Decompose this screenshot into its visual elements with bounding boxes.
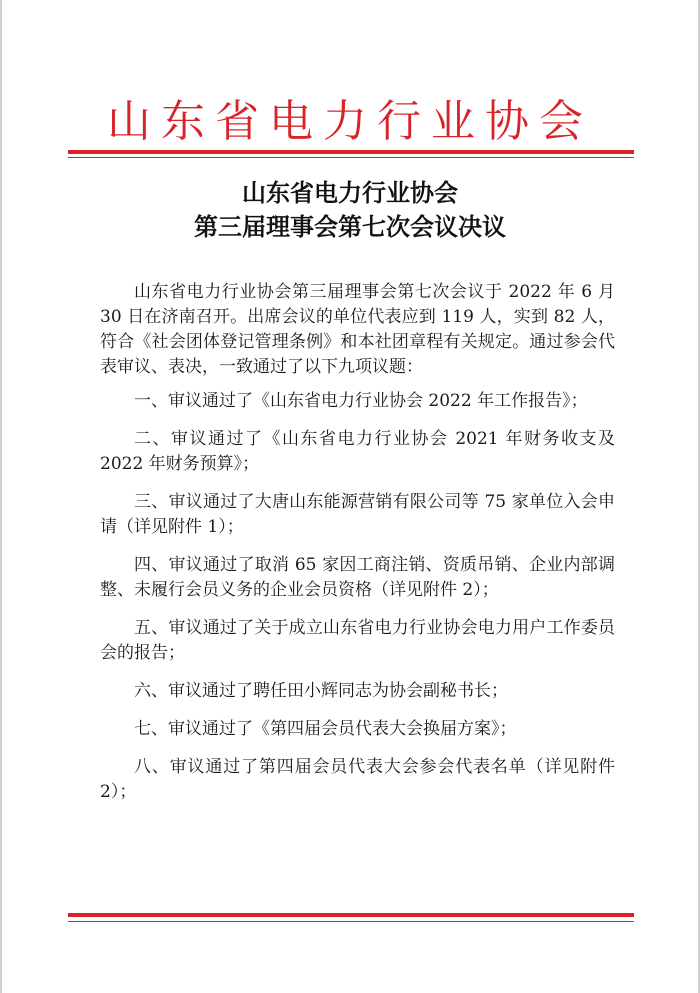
intro-paragraph: 山东省电力行业协会第三届理事会第七次会议于 2022 年 6 月 30 日在济南召开。出席会议的单位代表应到 119 人，实到 82 人，符合《社会团体登记管理条例》和本社团章程有关规定。通过参会代表审议、表决，一致通过了以下九项议题： [100, 282, 615, 377]
document-title-line-1: 山东省电力行业协会 [242, 178, 458, 207]
resolution-item-4: 四、审议通过了取消 65 家因工商注销、资质吊销、企业内部调整、未履行会员义务的企业会员资格（详见附件 2）； [100, 555, 615, 600]
resolution-item-7: 七、审议通过了《第四届会员代表大会换届方案》； [134, 719, 517, 739]
letterhead-rule-thin [68, 157, 634, 158]
letterhead-rule-thick [68, 150, 634, 154]
resolution-item-1: 一、审议通过了《山东省电力行业协会 2022 年工作报告》； [134, 391, 588, 411]
resolution-item-2: 二、审议通过了《山东省电力行业协会 2021 年财务收支及 2022 年财务预算》； [100, 429, 615, 474]
resolution-item-3: 三、审议通过了大唐山东能源营销有限公司等 75 家单位入会申请（详见附件 1）； [100, 492, 615, 537]
document-title-line-2: 第三届理事会第七次会议决议 [194, 212, 506, 241]
resolution-item-8: 八、审议通过了第四届会员代表大会参会代表名单（详见附件 2）； [100, 757, 615, 802]
resolution-item-5: 五、审议通过了关于成立山东省电力行业协会电力用户工作委员会的报告； [100, 618, 615, 663]
footer-rule-thick [68, 913, 634, 917]
document-title [0, 176, 700, 244]
resolution-item-6: 六、审议通过了聘任田小辉同志为协会副秘书长； [134, 681, 508, 701]
footer-rule-thin [68, 921, 634, 922]
document-body [100, 280, 615, 818]
letterhead-org-name: 山东省电力行业协会 [107, 96, 593, 147]
